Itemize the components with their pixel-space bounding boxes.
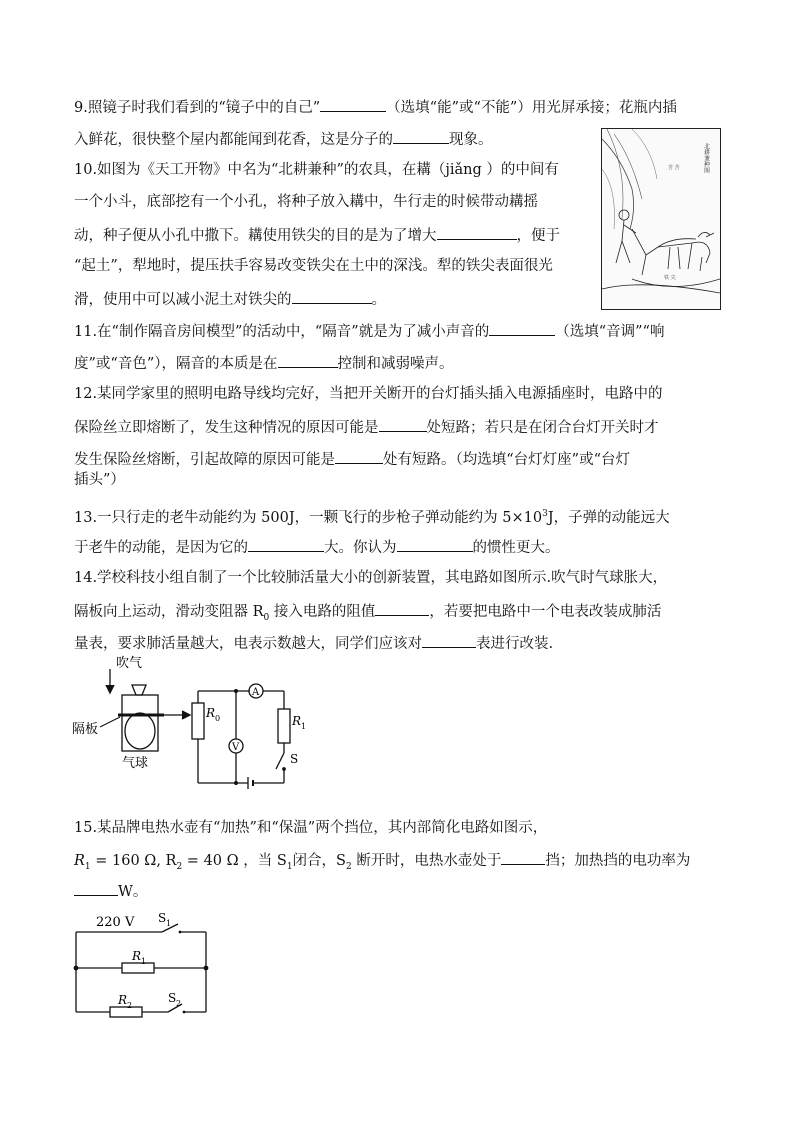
q12-line-1 (74, 384, 663, 404)
q9-text-2a: 入鲜花，很快整个屋内都能闻到花香，这是分子的 (74, 132, 393, 148)
q12-text-3a: 发生保险丝熔断，引起故障的原因可能是 (74, 452, 335, 468)
q9-line-1 (74, 96, 677, 118)
q12-line-3 (74, 448, 630, 470)
q11-text-1b: （选填“音调”“响 (555, 324, 665, 340)
q14-balloon-label: 气球 (122, 756, 149, 771)
q13-blank-1[interactable] (248, 536, 324, 552)
q12-text-3b: 处有短路。（均选填“台灯灯座”或“台灯 (383, 452, 630, 468)
q15-text-3: W。 (118, 884, 148, 900)
q9-blank-1[interactable] (320, 96, 386, 112)
q12-text-4: 插头”） (74, 472, 125, 488)
q12-text-2b: 处短路；若只是在闭合台灯开关时才 (426, 420, 659, 436)
q12-line-2 (74, 416, 659, 438)
q14-voltmeter-symbol: V (232, 742, 240, 753)
q9-text-1a: 9.照镜子时我们看到的“镜子中的自己” (74, 100, 321, 116)
q15-text-2b: = 160 Ω, R (90, 853, 177, 869)
q12-text-2a: 保险丝立即熔断了，发生这种情况的原因可能是 (74, 420, 379, 436)
q15-line-2 (74, 849, 690, 877)
q15-r1-symbol: R (74, 853, 85, 869)
ox-image-caption: 北耕兼种图 (702, 143, 710, 173)
q15-blank-1[interactable] (501, 849, 545, 865)
q13-line-1 (74, 504, 670, 528)
q11-line-1 (74, 320, 664, 342)
q10-line-4 (74, 256, 553, 276)
q15-line-1 (74, 818, 547, 838)
q14-blank-2[interactable] (422, 632, 476, 648)
q13-exponent: 3 (542, 509, 548, 519)
q15-r1-label-sub: 1 (141, 957, 147, 966)
q15-blank-2[interactable] (74, 880, 118, 896)
q10-line-1 (74, 160, 559, 180)
q14-text-2b: 接入电路的阻值 (269, 604, 376, 620)
q10-blank-2[interactable] (292, 288, 372, 304)
q10-text-2: 一个小斗，底部挖有一个小孔，将种子放入耩中，牛行走的时候带动耩摇 (74, 194, 538, 210)
q15-s2-label-sub: 2 (176, 999, 182, 1008)
q14-circuit-diagram (70, 655, 320, 805)
svg-text:苦 苦: 苦 苦 (668, 165, 680, 171)
q10-text-1: 10.如图为《天工开物》中名为“北耕兼种”的农具，在耩（jiǎng ）的中间有 (74, 162, 559, 178)
q15-text-2d: 闭合，S (292, 853, 346, 869)
q14-line-2 (74, 600, 661, 628)
q15-line-3 (74, 880, 147, 902)
q11-text-2a: 度”或“音色”），隔音的本质是在 (74, 356, 278, 372)
q13-text-1b: J，子弹的动能远大 (547, 509, 670, 526)
q15-s2-sub: 2 (345, 861, 352, 872)
q14-switch-label: S (290, 752, 299, 766)
q9-text-2b: 现象。 (449, 132, 493, 148)
q9-blank-2[interactable] (393, 128, 449, 144)
q15-text-2c: = 40 Ω ，当 S (182, 853, 287, 869)
q15-text-1: 15.某品牌电热水壶有“加热”和“保温”两个挡位，其内部简化电路如图示， (74, 820, 548, 836)
q12-blank-1[interactable] (379, 416, 427, 432)
ox-plough-illustration (601, 128, 721, 310)
q15-r2-sub: 2 (176, 861, 183, 872)
q11-text-1a: 11.在“制作隔音房间模型”的活动中，“隔音”就是为了减小声音的 (74, 324, 490, 340)
q15-r2-label-sub: 2 (127, 1001, 133, 1010)
q11-text-2b: 控制和减弱噪声。 (337, 356, 454, 372)
q15-voltage-label: 220 V (96, 915, 135, 930)
ox-plough-drawing (602, 129, 720, 309)
q14-r0-label: R (206, 706, 216, 720)
q15-s1-sub: 1 (286, 861, 293, 872)
q14-r1-label: R (292, 714, 302, 728)
q14-r0-sub: 0 (215, 714, 221, 723)
q9-line-2 (74, 128, 493, 150)
q13-text-2a: 于老牛的动能，是因为它的 (74, 540, 248, 556)
q10-line-2 (74, 192, 538, 212)
q14-blank-1[interactable] (375, 600, 429, 616)
q9-text-1b: （选填“能”或“不能”）用光屏承接；花瓶内插 (386, 100, 677, 116)
q14-text-3a: 量表，要求肺活量越大，电表示数越大，同学们应该对 (74, 636, 422, 652)
q10-text-3b: ，便于 (516, 228, 560, 244)
q15-text-2e: 断开时，电热水壶处于 (351, 853, 502, 869)
q15-text-2f: 挡；加热挡的电功率为 (545, 853, 691, 869)
q14-partition-label: 隔板 (72, 722, 99, 737)
q11-line-2 (74, 352, 454, 374)
q14-text-3b: 表进行改装. (476, 636, 554, 652)
q15-s1-label-sub: 1 (166, 919, 172, 928)
q10-line-5 (74, 288, 386, 310)
q10-line-3 (74, 224, 560, 246)
q10-text-4: “起土”，犁地时，提压扶手容易改变铁尖在土中的深浅。犁的铁尖表面很光 (74, 258, 553, 274)
q14-r1-sub: 1 (301, 722, 307, 731)
q14-text-1: 14.学校科技小组自制了一个比较肺活量大小的创新装置，其电路如图所示.吹气时气球胀大， (74, 570, 668, 586)
q13-blank-2[interactable] (397, 536, 473, 552)
q13-text-2b: 大。你认为 (324, 540, 397, 556)
q11-blank-2[interactable] (278, 352, 338, 368)
q15-r1-label: R (132, 949, 142, 963)
q13-text-2c: 的惯性更大。 (472, 540, 560, 556)
q12-text-1: 12.某同学家里的照明电路导线均完好，当把开关断开的台灯插头插入电源插座时，电路中的 (74, 386, 663, 402)
q14-line-1 (74, 568, 667, 588)
q10-text-5b: 。 (371, 292, 386, 308)
q15-circuit-diagram (70, 908, 220, 1023)
q10-text-5a: 滑，使用中可以减小泥土对铁尖的 (74, 292, 292, 308)
q14-blow-label: 吹气 (116, 656, 143, 671)
q15-r2-label: R (118, 993, 128, 1007)
q12-blank-2[interactable] (335, 448, 383, 464)
q12-line-4 (74, 470, 125, 490)
q13-text-1a: 13.一只行走的老牛动能约为 500J，一颗飞行的步枪子弹动能约为 5×10 (74, 509, 543, 526)
q14-line-3 (74, 632, 553, 654)
q15-s2-label: S (168, 991, 177, 1005)
q14-ammeter-symbol: A (252, 687, 260, 698)
q14-r0-subscript: 0 (263, 612, 270, 623)
q14-text-2c: ，若要把电路中一个电表改装成肺活 (429, 604, 662, 620)
q15-r1-sub: 1 (84, 861, 91, 872)
q10-text-3a: 动，种子便从小孔中撒下。耩使用铁尖的目的是为了增大 (74, 228, 437, 244)
q11-blank-1[interactable] (489, 320, 555, 336)
svg-text:铁 尖: 铁 尖 (664, 275, 676, 281)
q13-line-2 (74, 536, 560, 558)
q15-s1-label: S (158, 911, 167, 925)
q14-text-2a: 隔板向上运动，滑动变阻器 R (74, 604, 264, 620)
q10-blank-1[interactable] (437, 224, 517, 240)
